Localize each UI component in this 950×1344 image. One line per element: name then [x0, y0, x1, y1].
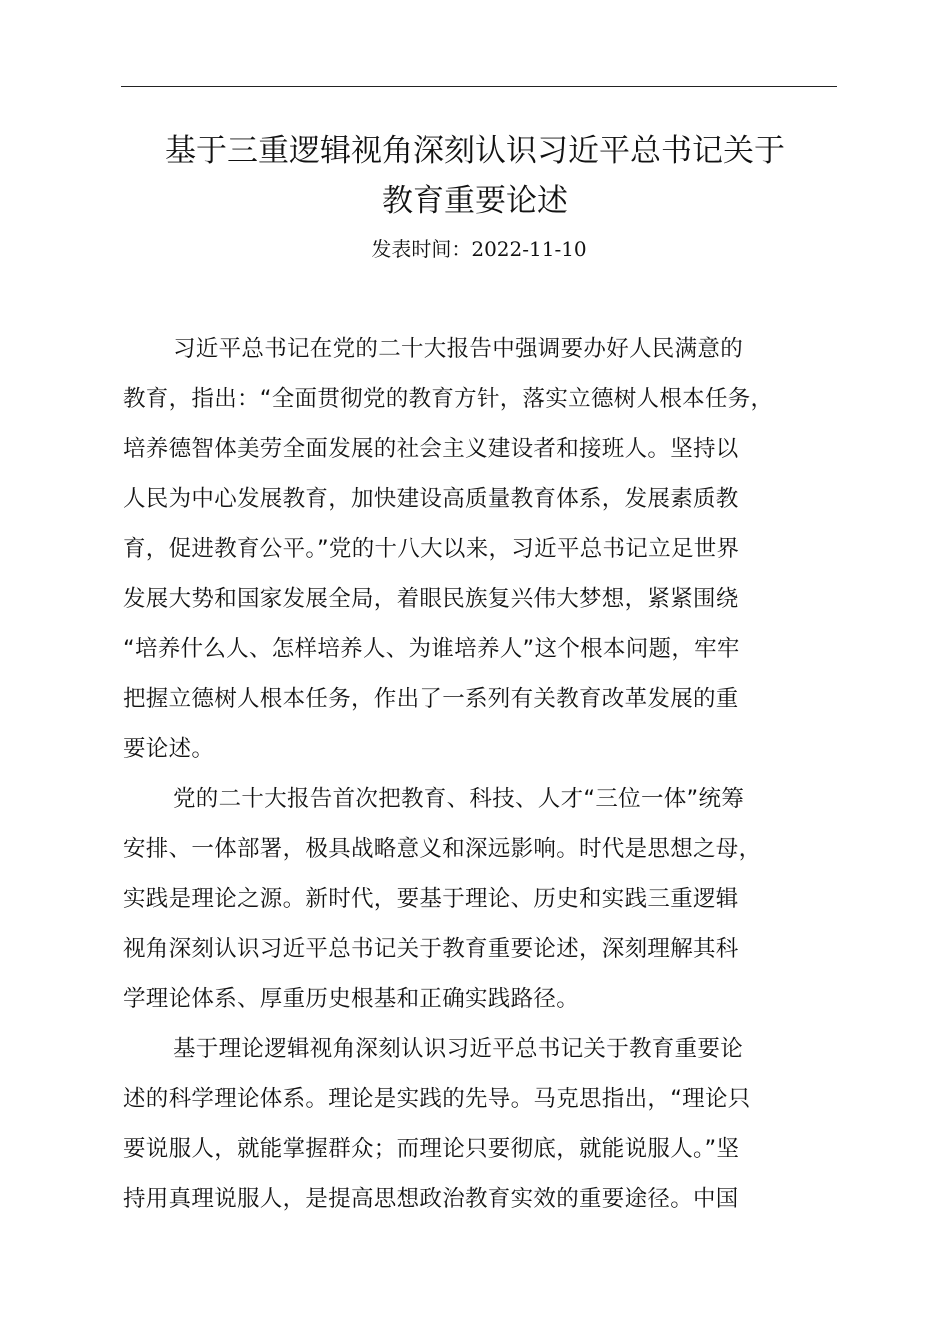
publish-date-label: 发表时间：	[371, 237, 472, 261]
article-body	[123, 330, 843, 1230]
paragraph-2-line-5: 学理论体系、厚重历史根基和正确实践路径。	[123, 986, 580, 1012]
publish-date	[121, 234, 837, 264]
document-title	[110, 126, 840, 226]
title-line-1: 基于三重逻辑视角深刻认识习近平总书记关于	[165, 133, 785, 169]
paragraph-1-line-5: 育，促进教育公平。”党的十八大以来，习近平总书记立足世界	[123, 536, 740, 562]
paragraph-2-line-1: 党的二十大报告首次把教育、科技、人才“三位一体”统筹	[173, 786, 745, 812]
paragraph-3-line-4: 持用真理说服人，是提高思想政治教育实效的重要途径。中国	[123, 1186, 739, 1212]
paragraph-3-line-1: 基于理论逻辑视角深刻认识习近平总书记关于教育重要论	[173, 1036, 744, 1062]
paragraph-2-line-4: 视角深刻认识习近平总书记关于教育重要论述，深刻理解其科	[123, 936, 739, 962]
paragraph-1-line-4: 人民为中心发展教育，加快建设高质量教育体系，发展素质教	[123, 486, 739, 512]
paragraph-1-line-6: 发展大势和国家发展全局，着眼民族复兴伟大梦想，紧紧围绕	[123, 586, 739, 612]
title-line-2: 教育重要论述	[382, 183, 568, 219]
paragraph-1-line-7: “培养什么人、怎样培养人、为谁培养人”这个根本问题，牢牢	[123, 636, 740, 662]
publish-date-value: 2022-11-10	[471, 237, 587, 261]
paragraph-1-line-2: 教育，指出：“全面贯彻党的教育方针，落实立德树人根本任务，	[123, 386, 774, 412]
paragraph-1-line-8: 把握立德树人根本任务，作出了一系列有关教育改革发展的重	[123, 686, 739, 712]
paragraph-1-line-9: 要论述。	[123, 736, 215, 762]
header-rule	[121, 86, 837, 87]
paragraph-3-line-2: 述的科学理论体系。理论是实践的先导。马克思指出，“理论只	[123, 1086, 751, 1112]
paragraph-1-line-3: 培养德智体美劳全面发展的社会主义建设者和接班人。坚持以	[123, 436, 739, 462]
paragraph-3-line-3: 要说服人，就能掌握群众；而理论只要彻底，就能说服人。”坚	[123, 1136, 740, 1162]
paragraph-2-line-2: 安排、一体部署，极具战略意义和深远影响。时代是思想之母，	[123, 836, 762, 862]
paragraph-2-line-3: 实践是理论之源。新时代，要基于理论、历史和实践三重逻辑	[123, 886, 739, 912]
paragraph-1-line-1: 习近平总书记在党的二十大报告中强调要办好人民满意的	[173, 336, 744, 362]
